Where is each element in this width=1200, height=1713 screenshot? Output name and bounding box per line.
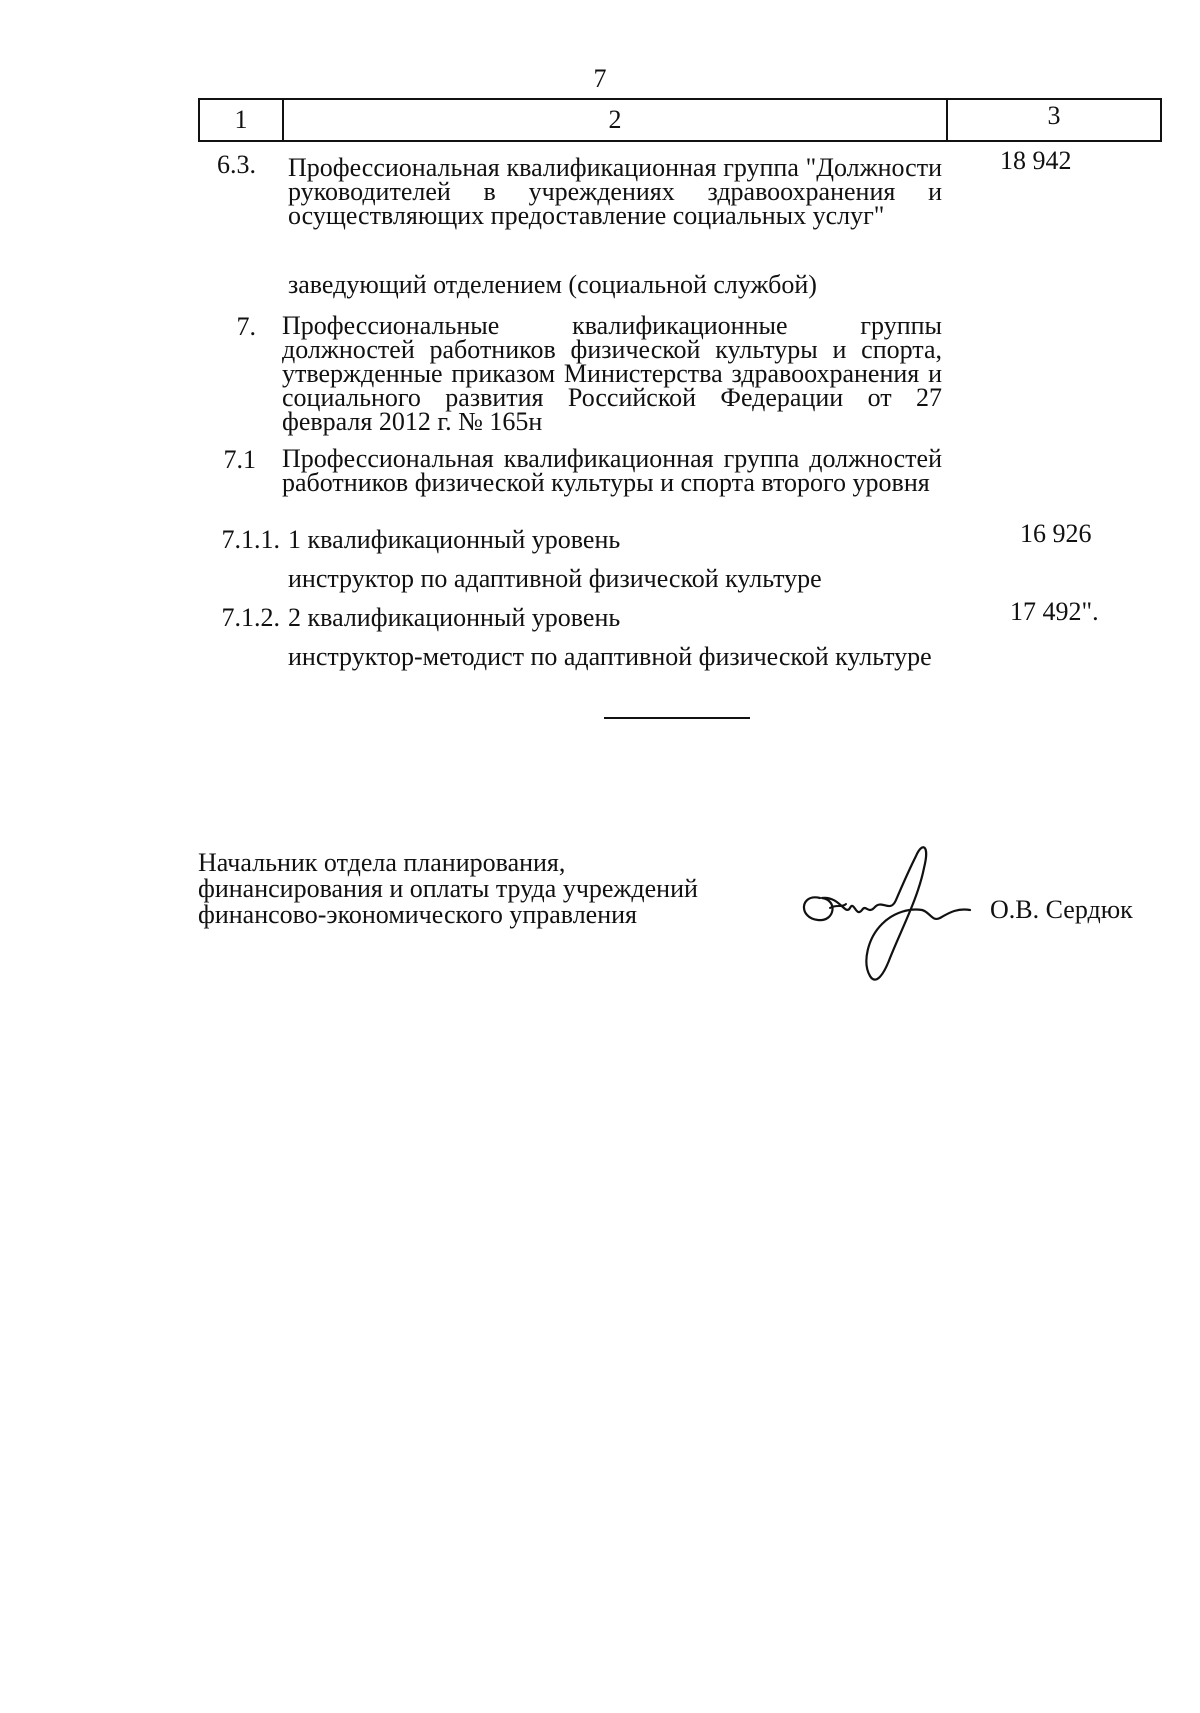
row-number: 7. — [236, 312, 256, 341]
page-number: 7 — [593, 64, 607, 93]
table-header-col2: 2 — [284, 100, 948, 140]
signature-title-line: Начальник отдела планирования, — [198, 848, 566, 877]
row-value: 17 492". — [1010, 597, 1099, 626]
row-number: 6.3. — [217, 150, 256, 179]
handwritten-signature — [790, 838, 995, 988]
row-number: 7.1.1. — [221, 525, 280, 554]
row-text: Профессиональная квалификационная группа "Должности руководителей в учреждениях здравоохранения и осуществляющих предоставление социальных услуг" — [288, 153, 942, 230]
table-header-row — [198, 98, 1162, 142]
signature-title — [198, 850, 778, 928]
row-text: Профессиональная квалификационная группа должностей работников физической культуры и спорта второго уровня — [282, 444, 942, 497]
signature-title-line: финансово-экономического управления — [198, 900, 638, 929]
row-value: 16 926 — [1020, 519, 1092, 548]
row-text: Профессиональные квалификационные группы должностей работников физической культуры и спорта, утвержденные приказом Министерства здравоохранения и социального развития Российской Федерации от 27 февраля 2012 г. № 165н — [282, 311, 942, 436]
row-text: инструктор по адаптивной физической культуре — [288, 564, 822, 593]
table-header-col3: 3 — [1047, 101, 1061, 130]
row-text: 1 квалификационный уровень — [288, 525, 621, 554]
row-text: инструктор-методист по адаптивной физической культуре — [288, 642, 932, 671]
end-divider — [604, 717, 750, 719]
signature-title-line: финансирования и оплаты труда учреждений — [198, 874, 698, 903]
row-text: 2 квалификационный уровень — [288, 603, 621, 632]
row-number: 7.1.2. — [221, 603, 280, 632]
table-header-col1: 1 — [200, 100, 284, 140]
row-value: 18 942 — [1000, 146, 1072, 175]
row-text: заведующий отделением (социальной службой) — [288, 270, 817, 299]
row-number: 7.1 — [223, 445, 256, 474]
signatory-name: О.В. Сердюк — [990, 895, 1133, 924]
